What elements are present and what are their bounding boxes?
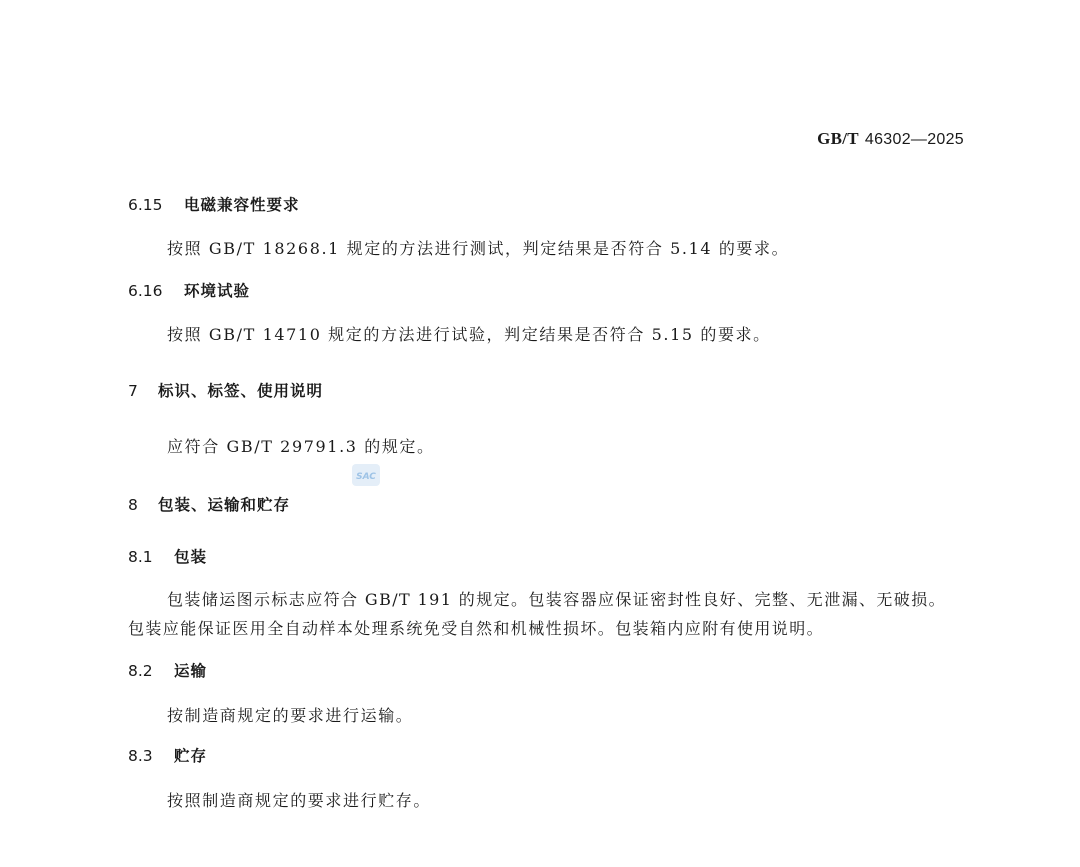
standard-code xyxy=(817,129,964,149)
paragraph-line xyxy=(128,585,973,614)
paragraph-line-2-text: 包装应能保证医用全自动样本处理系统免受自然和机械性损坏。包装箱内应附有使用说明。 xyxy=(128,619,825,638)
section-title: 运输 xyxy=(174,662,208,680)
section-number: 7 xyxy=(128,382,138,400)
heading-7 xyxy=(128,379,323,401)
section-title: 环境试验 xyxy=(184,282,251,300)
section-number: 6.15 xyxy=(128,196,163,214)
section-number: 8.1 xyxy=(128,548,153,566)
heading-8-3 xyxy=(128,744,207,766)
paragraph-line-1-text: 包装储运图示标志应符合 GB/T 191 的规定。包装容器应保证密封性良好、完整、无泄漏、无破损。 xyxy=(167,590,946,609)
section-number: 6.16 xyxy=(128,282,163,300)
heading-8-2 xyxy=(128,659,207,681)
section-number: 8 xyxy=(128,496,138,514)
section-title: 包装、运输和贮存 xyxy=(158,496,291,514)
paragraph-6-15: 按照 GB/T 18268.1 规定的方法进行测试，判定结果是否符合 5.14 的要求。 xyxy=(167,239,790,258)
heading-6-16 xyxy=(128,279,250,301)
paragraph-8-3: 按照制造商规定的要求进行贮存。 xyxy=(167,791,432,810)
standard-number: 46302—2025 xyxy=(864,131,964,148)
heading-6-15 xyxy=(128,193,300,215)
paragraph-6-16: 按照 GB/T 14710 规定的方法进行试验，判定结果是否符合 5.15 的要求。 xyxy=(167,325,771,344)
paragraph-8-2: 按制造商规定的要求进行运输。 xyxy=(167,706,414,725)
standard-prefix: GB/T xyxy=(817,129,859,148)
svg-text:SAC: SAC xyxy=(356,472,376,482)
section-title: 标识、标签、使用说明 xyxy=(158,382,324,400)
watermark-logo-icon xyxy=(351,462,381,488)
paragraph-7: 应符合 GB/T 29791.3 的规定。 xyxy=(167,437,435,456)
section-title: 电磁兼容性要求 xyxy=(184,196,300,214)
heading-8-1 xyxy=(128,545,207,567)
section-title: 贮存 xyxy=(174,747,208,765)
heading-8 xyxy=(128,493,290,515)
paragraph-8-1 xyxy=(128,585,973,643)
section-title: 包装 xyxy=(174,548,208,566)
section-number: 8.2 xyxy=(128,662,153,680)
section-number: 8.3 xyxy=(128,747,153,765)
paragraph-line xyxy=(128,614,973,643)
